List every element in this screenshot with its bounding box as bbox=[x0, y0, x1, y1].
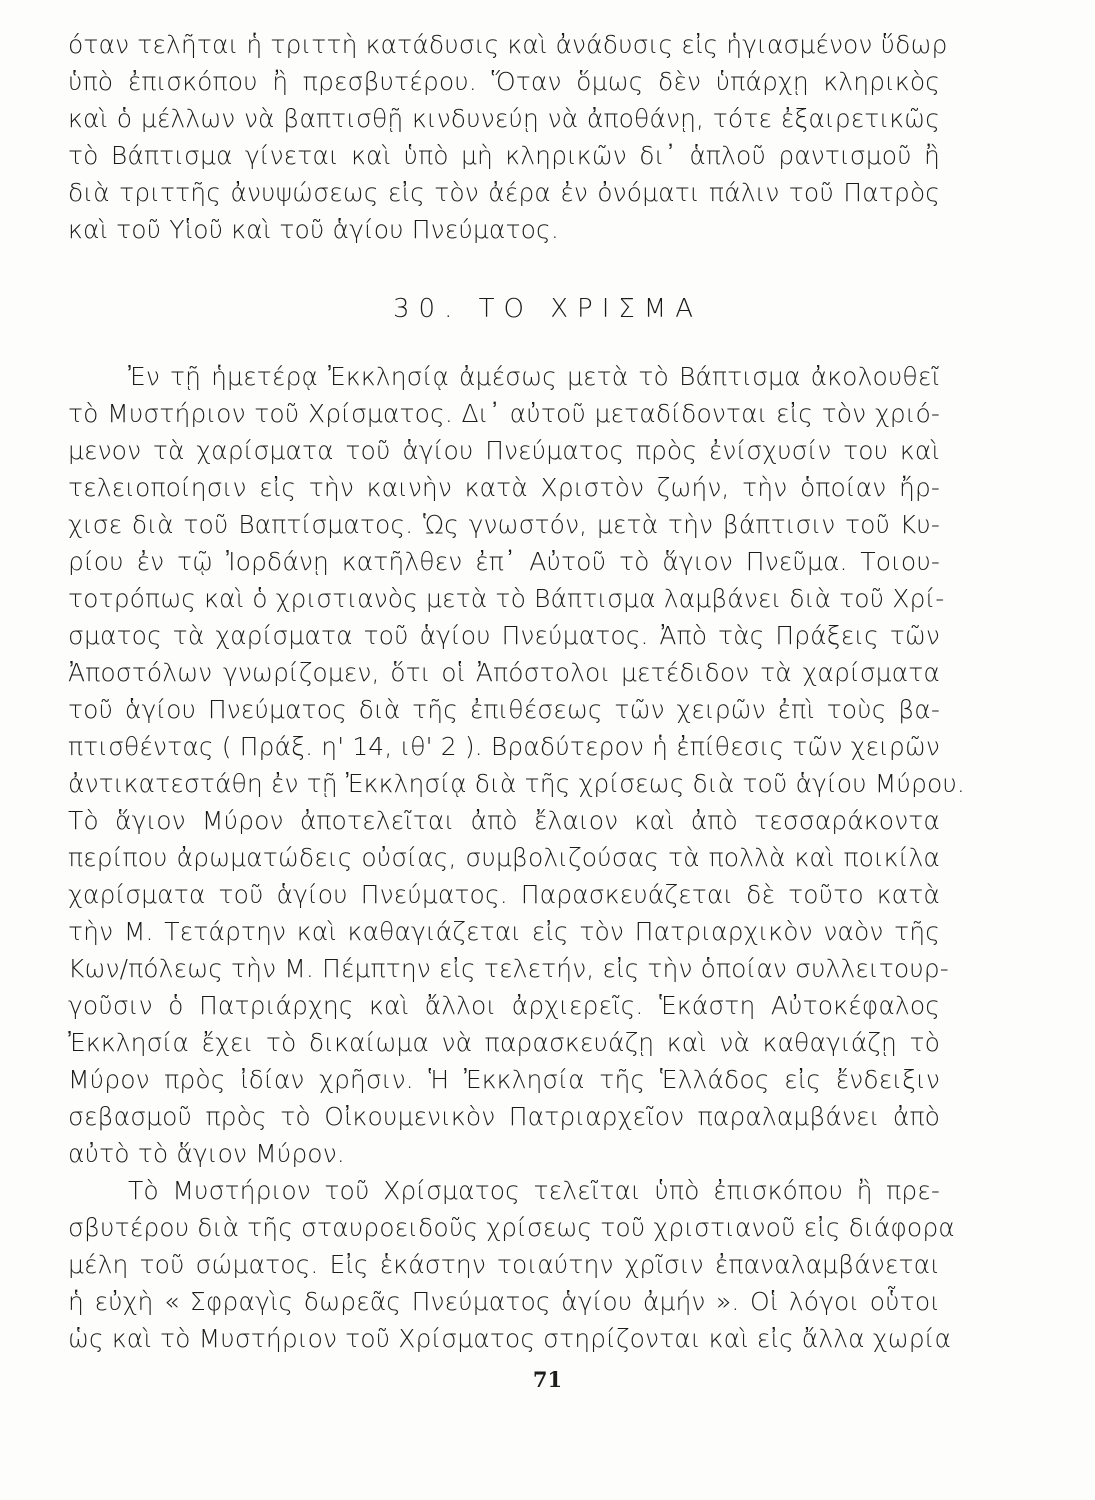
text-line: σματος τὰ χαρίσματα τοῦ ἁγίου Πνεύματος. Ἀπὸ τὰς Πράξεις τῶν bbox=[68, 621, 940, 650]
text-line: αὐτὸ τὸ ἅγιον Μύρον. bbox=[68, 1139, 345, 1168]
page-number: 71 bbox=[532, 1367, 563, 1392]
text-line: τοτρόπως καὶ ὁ χριστιανὸς μετὰ τὸ Βάπτισμα λαμβάνει διὰ τοῦ Χρί- bbox=[68, 584, 945, 613]
text-line: καὶ ὁ μέλλων νὰ βαπτισθῇ κινδυνεύῃ νὰ ἀποθάνῃ, τότε ἐξαιρετικῶς bbox=[68, 104, 940, 133]
text-line: μέλη τοῦ σώματος. Εἰς ἑκάστην τοιαύτην χρῖσιν ἐπαναλαμβάνεται bbox=[68, 1250, 940, 1279]
text-line: τὴν Μ. Τετάρτην καὶ καθαγιάζεται εἰς τὸν Πατριαρχικὸν ναὸν τῆς bbox=[68, 917, 940, 946]
text-line: όταν τελῆται ἡ τριττὴ κατάδυσις καὶ ἀνάδυσις εἰς ἡγιασμένον ὕδωρ bbox=[68, 30, 948, 59]
text-line: γοῦσιν ὁ Πατριάρχης καὶ ἄλλοι ἀρχιερεῖς. Ἑκάστη Αὐτοκέφαλος bbox=[68, 991, 940, 1020]
text-line: ὡς καὶ τὸ Μυστήριον τοῦ Χρίσματος στηρίζονται καὶ εἰς ἄλλα χωρία bbox=[68, 1324, 952, 1353]
text-line: Τὸ ἅγιον Μύρον ἀποτελεῖται ἀπὸ ἔλαιον καὶ ἀπὸ τεσσαράκοντα bbox=[68, 806, 940, 835]
text-line: ρίου ἐν τῷ Ἰορδάνῃ κατῆλθεν ἐπ᾿ Αὐτοῦ τὸ ἅγιον Πνεῦμα. Τοιου- bbox=[68, 547, 940, 576]
text-line: Ἀποστόλων γνωρίζομεν, ὅτι οἱ Ἀπόστολοι μετέδιδον τὰ χαρίσματα bbox=[68, 658, 940, 687]
text-line: διὰ τριττῆς ἀνυψώσεως εἰς τὸν ἀέρα ἐν ὀνόματι πάλιν τοῦ Πατρὸς bbox=[68, 178, 940, 207]
section-heading: 30. ΤΟ ΧΡΙΣΜΑ bbox=[392, 294, 703, 324]
text-line: μενον τὰ χαρίσματα τοῦ ἁγίου Πνεύματος πρὸς ἐνίσχυσίν του καὶ bbox=[68, 436, 940, 465]
text-line: ἀντικατεστάθη ἐν τῇ Ἐκκλησίᾳ διὰ τῆς χρίσεως διὰ τοῦ ἁγίου Μύρου. bbox=[68, 769, 965, 798]
text-line: σβυτέρου διὰ τῆς σταυροειδοῦς χρίσεως τοῦ χριστιανοῦ εἰς διάφορα bbox=[68, 1213, 955, 1242]
text-line: περίπου ἀρωματώδεις οὐσίας, συμβολιζούσας τὰ πολλὰ καὶ ποικίλα bbox=[68, 843, 940, 872]
text-line: τὸ Βάπτισμα γίνεται καὶ ὑπὸ μὴ κληρικῶν δι᾿ ἁπλοῦ ραντισμοῦ ἢ bbox=[68, 141, 940, 170]
text-line: Τὸ Μυστήριον τοῦ Χρίσματος τελεῖται ὑπὸ ἐπισκόπου ἢ πρε- bbox=[128, 1176, 940, 1205]
text-line: καὶ τοῦ Υἱοῦ καὶ τοῦ ἁγίου Πνεύματος. bbox=[68, 215, 559, 244]
text-line: σεβασμοῦ πρὸς τὸ Οἰκουμενικὸν Πατριαρχεῖον παραλαμβάνει ἀπὸ bbox=[68, 1102, 940, 1131]
text-line: τελειοποίησιν εἰς τὴν καινὴν κατὰ Χριστὸν ζωήν, τὴν ὁποίαν ἤρ- bbox=[68, 473, 940, 502]
text-line: χισε διὰ τοῦ Βαπτίσματος. Ὡς γνωστόν, μετὰ τὴν βάπτισιν τοῦ Κυ- bbox=[68, 510, 940, 539]
text-line: ὑπὸ ἐπισκόπου ἢ πρεσβυτέρου. Ὅταν ὅμως δὲν ὑπάρχῃ κληρικὸς bbox=[68, 67, 940, 96]
text-line: Ἐν τῇ ἡμετέρᾳ Ἐκκλησίᾳ ἀμέσως μετὰ τὸ Βάπτισμα ἀκολουθεῖ bbox=[128, 362, 940, 391]
text-line: Μύρον πρὸς ἰδίαν χρῆσιν. Ἡ Ἐκκλησία τῆς Ἑλλάδος εἰς ἔνδειξιν bbox=[68, 1065, 940, 1094]
text-line: τὸ Μυστήριον τοῦ Χρίσματος. Δι᾿ αὐτοῦ μεταδίδονται εἰς τὸν χριό- bbox=[68, 399, 940, 428]
text-line: χαρίσματα τοῦ ἁγίου Πνεύματος. Παρασκευάζεται δὲ τοῦτο κατὰ bbox=[68, 880, 940, 909]
text-line: τοῦ ἁγίου Πνεύματος διὰ τῆς ἐπιθέσεως τῶν χειρῶν ἐπὶ τοὺς βα- bbox=[68, 695, 940, 724]
text-line: πτισθέντας ( Πράξ. η' 14, ιθ' 2 ). Βραδύτερον ἡ ἐπίθεσις τῶν χειρῶν bbox=[68, 732, 940, 761]
text-line: Κων/πόλεως τὴν Μ. Πέμπτην εἰς τελετήν, εἰς τὴν ὁποίαν συλλειτουρ- bbox=[68, 954, 949, 983]
text-line: ἡ εὐχὴ « Σφραγὶς δωρεᾶς Πνεύματος ἁγίου ἀμήν ». Οἱ λόγοι οὗτοι bbox=[68, 1287, 940, 1316]
text-line: Ἐκκλησία ἔχει τὸ δικαίωμα νὰ παρασκευάζῃ καὶ νὰ καθαγιάζῃ τὸ bbox=[68, 1028, 940, 1057]
